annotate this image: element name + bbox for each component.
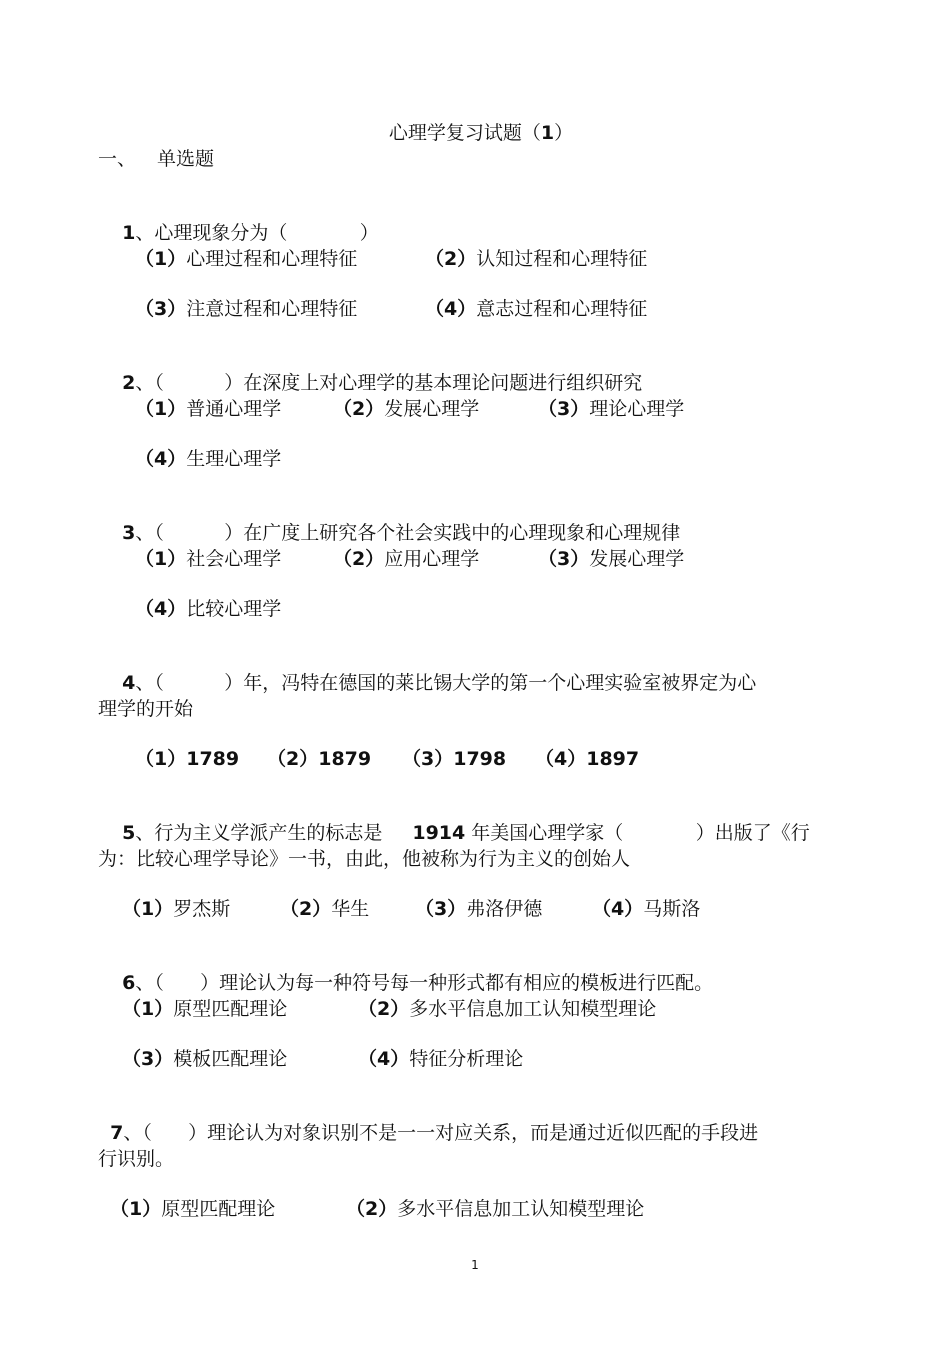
q5-option-3: （3）弗洛伊德 — [415, 898, 543, 920]
question-4: 4、（ ）年，冯特在德国的莱比锡大学的第一个心理实验室被界定为心 — [122, 672, 757, 694]
question-6: 6、（ ）理论认为每一种符号每一种形式都有相应的模板进行匹配。 — [122, 972, 714, 994]
question-7-cont: 行识别。 — [98, 1148, 175, 1170]
q2-option-3: （3）理论心理学 — [538, 398, 685, 420]
q6-option-1: （1）原型匹配理论 — [122, 998, 288, 1020]
q5-option-2: （2）华生 — [280, 898, 370, 920]
question-5-cont: 为：比较心理学导论》一书，由此，他被称为行为主义的创始人 — [98, 848, 631, 870]
q2-option-4: （4）生理心理学 — [135, 448, 282, 470]
q7-option-1: （1）原型匹配理论 — [110, 1198, 276, 1220]
q2-option-1: （1）普通心理学 — [135, 398, 282, 420]
q4-option-1: （1）1789 — [135, 748, 240, 770]
section-title: 单选题 — [157, 148, 215, 170]
q3-option-4: （4）比较心理学 — [135, 598, 282, 620]
q4-option-3: （3）1798 — [402, 748, 507, 770]
q3-option-2: （2）应用心理学 — [333, 548, 480, 570]
question-7: 7、（ ）理论认为对象识别不是一一对应关系，而是通过近似匹配的手段进 — [110, 1122, 759, 1144]
page-title: 心理学复习试题（1） — [388, 122, 574, 144]
q2-option-2: （2）发展心理学 — [333, 398, 480, 420]
question-1: 1、心理现象分为（ ） — [122, 222, 379, 244]
q4-option-4: （4）1897 — [535, 748, 640, 770]
q1-option-3: （3）注意过程和心理特征 — [135, 298, 358, 320]
q1-option-1: （1）心理过程和心理特征 — [135, 248, 358, 270]
q6-option-4: （4）特征分析理论 — [358, 1048, 524, 1070]
q6-option-2: （2）多水平信息加工认知模型理论 — [358, 998, 657, 1020]
q7-option-2: （2）多水平信息加工认知模型理论 — [346, 1198, 645, 1220]
q3-option-1: （1）社会心理学 — [135, 548, 282, 570]
q5-option-4: （4）马斯洛 — [592, 898, 701, 920]
section-number: 一、 — [98, 148, 137, 170]
q4-option-2: （2）1879 — [267, 748, 372, 770]
q1-option-4: （4）意志过程和心理特征 — [425, 298, 648, 320]
q3-option-3: （3）发展心理学 — [538, 548, 685, 570]
page-number: 1 — [471, 1258, 479, 1272]
question-4-cont: 理学的开始 — [98, 698, 194, 720]
question-5: 5、行为主义学派产生的标志是 1914 年美国心理学家（ ）出版了《行 — [122, 822, 810, 844]
q6-option-3: （3）模板匹配理论 — [122, 1048, 288, 1070]
question-3: 3、（ ）在广度上研究各个社会实践中的心理现象和心理规律 — [122, 522, 681, 544]
q1-option-2: （2）认知过程和心理特征 — [425, 248, 648, 270]
q5-option-1: （1）罗杰斯 — [122, 898, 231, 920]
question-2: 2、（ ）在深度上对心理学的基本理论问题进行组织研究 — [122, 372, 643, 394]
